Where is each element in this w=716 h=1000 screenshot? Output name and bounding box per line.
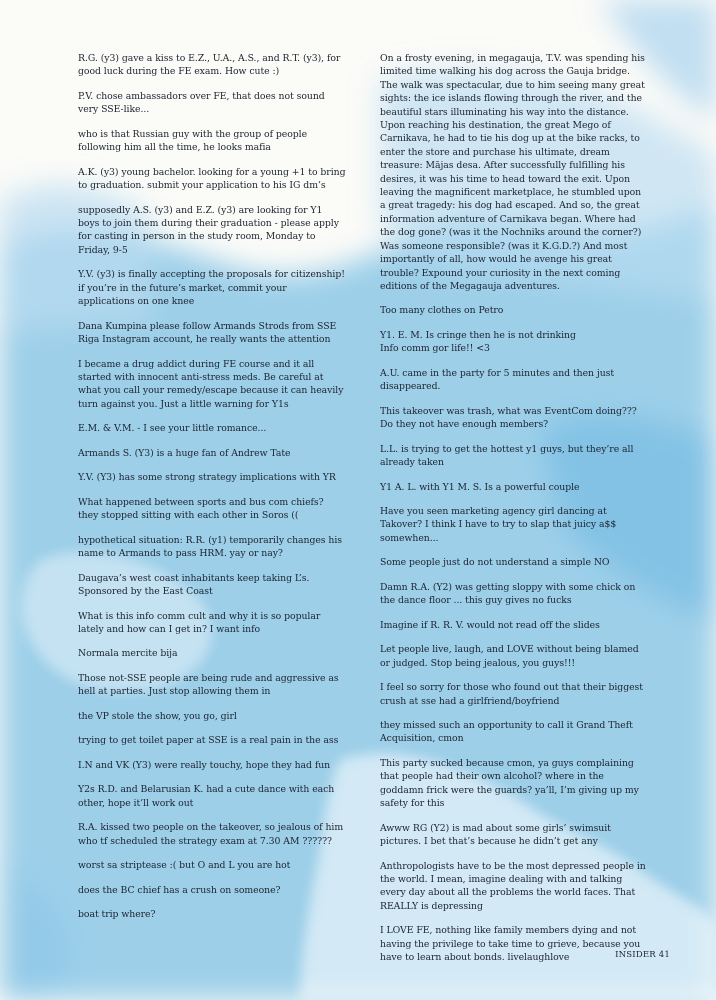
gossip-item: Let people live, laugh, and LOVE without being blamed or judged. Stop being jealous, you guys!!! [380,644,639,669]
gossip-item: R.G. (y3) gave a kiss to E.Z., U.A., A.S., and R.T. (y3), for good luck during the FE exam. How cute :) [78,53,341,78]
gossip-item: P.V. chose ambassadors over FE, that does not sound very SSE-like... [78,90,325,116]
gossip-item: supposedly A.S. (y3) and E.Z. (y3) are looking for Y1 boys to join them during their graduation - please apply for casting in person in the study room, Monday to Friday, 9-5 [78,204,339,256]
gossip-item: Y2s R.D. and Belarusian K. had a cute dance with each other, hope it’ll work out [78,784,335,809]
gossip-item: I became a drug addict during FE course and it all started with innocent anti-stress meds. Be careful at what you call your remedy/escape because it can heavily turn against you. Just a little warning for Y1s [78,358,344,410]
gossip-item: What is this info comm cult and why it is so popular lately and how can I get in? I want info [78,610,321,635]
gossip-item: This takeover was trash, what was EventCom doing??? Do they not have enough members? [380,405,637,431]
gossip-item: Some people just do not understand a simple NO [380,557,610,569]
gossip-item: Too many clothes on Petro [380,305,504,317]
gossip-item: Armands S. (Y3) is a huge fan of Andrew Tate [78,447,291,459]
gossip-item: R.A. kissed two people on the takeover, so jealous of him who tf scheduled the strategy exam at 7.30 AM ?????? [78,822,344,847]
gossip-item: boat trip where? [78,909,156,921]
gossip-item: I LOVE FE, nothing like family members dying and not having the privilege to take time to grieve, because you have to learn about bonds. livelaughlove [380,925,641,964]
gossip-item: Those not-SSE people are being rude and aggressive as hell at parties. Just stop allowing them in [78,672,339,698]
gossip-item: Imagine if R. R. V. would not read off the slides [380,619,600,631]
gossip-item: they missed such an opportunity to call it Grand Theft Acquisition, cmon [380,720,633,745]
gossip-item: Have you seen marketing agency girl dancing at Takover? I think I have to try to slap that juicy a$$ somewhen... [380,506,617,544]
gossip-item: Y.V. (Y3) has some strong strategy implications with YR [78,472,336,484]
gossip-item: who is that Russian guy with the group of people following him all the time, he looks mafia [78,128,308,154]
gossip-item: Normala mercite bija [78,648,178,660]
gossip-item: Dana Kumpina please follow Armands Strods from SSE Riga Instagram account, he really wants the attention [78,320,337,346]
gossip-item: E.M. & V.M. - I see your little romance... [78,423,267,435]
gossip-item: What happened between sports and bus com chiefs? they stopped sitting with each other in Soros (( [78,496,324,522]
gossip-item: worst sa striptease :( but O and L you are hot [78,860,291,872]
gossip-item: I.N and VK (Y3) were really touchy, hope they had fun [78,759,331,771]
gossip-item: A.U. came in the party for 5 minutes and then just disappeared. [380,367,615,393]
gossip-item: does the BC chief has a crush on someone? [78,884,281,896]
gossip-item: Awww RG (Y2) is mad about some girls’ swimsuit pictures. I bet that’s because he didn’t get any [380,822,611,848]
right-column [380,52,646,976]
gossip-item: Daugava’s west coast inhabitants keep taking L’s. Sponsored by the East Coast [78,572,310,597]
gossip-item: I feel so sorry for those who found out that their biggest crush at sse had a girlfriend/boyfriend [380,682,643,707]
page-footer: INSIDER 41 [615,950,670,960]
gossip-item: Anthropologists have to be the most depressed people in the world. I mean, imagine dealing with and talking every day about all the problems the world faces. That REALLY is depressing [380,860,646,912]
gossip-item: A.K. (y3) young bachelor. looking for a young +1 to bring to graduation. submit your application to his IG dm’s [78,166,346,192]
gossip-item: Y.V. (y3) is finally accepting the proposals for citizenship! if you’re in the future’s market, commit your applications on one knee [78,269,345,308]
gossip-item: Y1. E. M. Is cringe then he is not drinking Info comm gor life!! <3 [380,329,576,355]
gossip-item: L.L. is trying to get the hottest y1 guys, but they’re all already taken [380,443,634,469]
gossip-item: hypothetical situation: R.R. (y1) temporarily changes his name to Armands to pass HRM. yay or nay? [78,534,343,560]
gossip-item: Y1 A. L. with Y1 M. S. Is a powerful couple [380,481,580,493]
left-column [78,52,346,933]
gossip-item: This party sucked because cmon, ya guys complaining that people had their own alcohol? where in the goddamn frick were the guards? ya’ll, I’m giving up my safety for this [380,757,639,810]
gossip-item: the VP stole the show, you go, girl [78,710,237,722]
megagauja-story: On a frosty evening, in megagauja, T.V. was spending his limited time walking his dog across the Gauja bridge. The walk was spectacular, due to him seeing many great sights: the ice islands flowing through the river, and the beautiful stars illuminating his way into the distance. Upon reaching his destination, the great Mego of Carnikava, he had to tie his dog up at the bike racks, to enter the store and purchase his ultimate, dream treasure: Mājas desa. After successfully fulfilling his desires, it was his time to head toward the exit. Upon leaving the magnificent marketplace, he stumbled upon a great tragedy: his dog had escaped. And so, the great information adventure of Carnikava began. Where had the dog gone? (was it the Nochniks around the corner?) Was someone responsible? (was it K.G.D.?) And most importantly of all, how would he avenge his great trouble? Expound your curiosity in the next coming editions of the Megagauja adventures. [380,53,645,292]
gossip-item: Damn R.A. (Y2) was getting sloppy with some chick on the dance floor ... this guy gives no fucks [380,581,636,607]
gossip-item: trying to get toilet paper at SSE is a real pain in the ass [78,735,339,747]
